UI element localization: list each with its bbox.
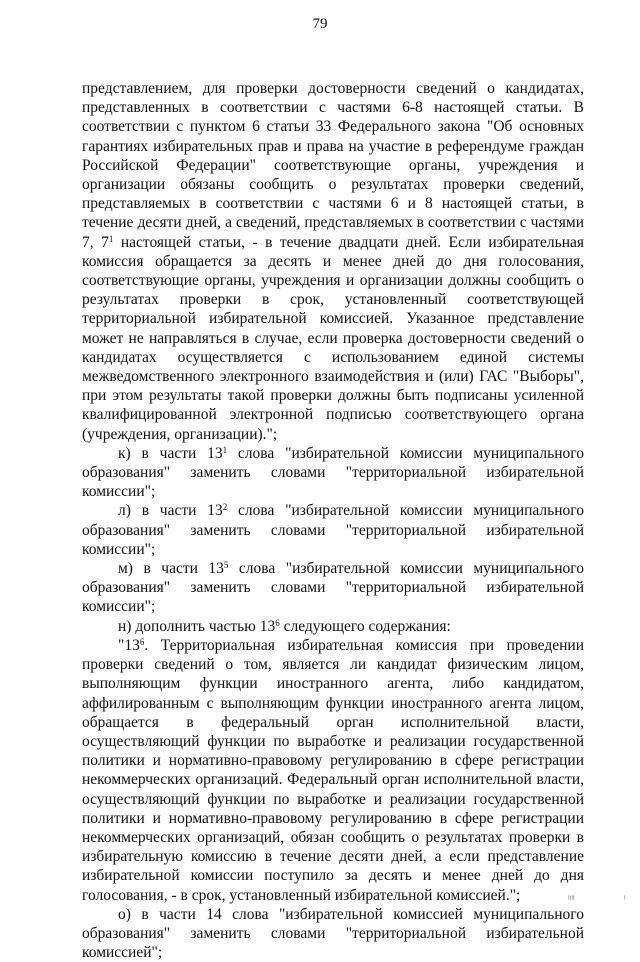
- superscript: 6: [275, 617, 280, 628]
- footer-mark-left: !!!!: [568, 896, 575, 902]
- superscript: 1: [222, 444, 228, 455]
- paragraph-text: о) в части 14 слова "избирательной комиссией муниципального образования" заменить словами "территориальной избирательной комиссией";: [82, 905, 584, 962]
- paragraph-text: л) в части 13: [118, 502, 223, 520]
- paragraph-text: слова "избирательной комиссии муниципального образования" заменить словами "территориальной избирательной комиссии";: [82, 560, 584, 616]
- paragraph-text: н) дополнить частью 13: [118, 617, 276, 635]
- paragraph-text: "13: [118, 636, 140, 654]
- superscript: 6: [139, 636, 145, 647]
- paragraph-item-n: [82, 617, 584, 636]
- paragraph-item-o: [82, 905, 584, 962]
- paragraph-continuation: [82, 79, 584, 444]
- superscript: 1: [108, 233, 114, 244]
- paragraph-text: настоящей статьи, - в течение двадцати дней. Если избирательная комиссия обращается за десять и менее дней до дня голосования, соответствующие органы, учреждения и организации должны сообщить о результатах проверки в срок, установленный соответствующей территориальной избирательной комиссией. Указанное представление может не направляться в случае, если проверка достоверности сведений о кандидатах осуществляется с использованием единой системы межведомственного электронного взаимодействия и (или) ГАС "Выборы", при этом результаты такой проверки должны быть подписаны усиленной квалифицированной электронной подписью соответствующего органа (учреждения, организации).";: [82, 233, 584, 443]
- footer-mark-right: !: [624, 896, 626, 902]
- paragraph-item-k: [82, 444, 584, 502]
- paragraph-item-m: [82, 559, 584, 617]
- paragraph-text: слова "избирательной комиссии муниципального образования" заменить словами "территориальной избирательной комиссии";: [82, 444, 584, 501]
- paragraph-text: к) в части 13: [118, 444, 223, 462]
- paragraph-text: м) в части 13: [118, 560, 224, 578]
- paragraph-text: . Территориальная избирательная комиссия при проведении проверки сведений о том, является ли кандидат физическим лицом, выполняющим функции иностранного агента, либо кандидатом, аффилированным с выполняющим функции иностранного агента лицом, обращается в федеральный орган исполнительной власти, осуществляющий функции по выработке и реализации государственной политики и нормативно-правовому регулированию в сфере регистрации некоммерческих организаций. Федеральный орган исполнительной власти, осуществляющий функции по выработке и реализации государственной политики и нормативно-правовому регулированию в сфере регистрации некоммерческих организаций, обязан сообщить о результатах проверки в избирательную комиссию в течение десяти дней, а если представление избирательной комиссии поступило за десять и менее дней до дня голосования, - в срок, установленный избирательной комиссией.";: [82, 636, 584, 904]
- page-number: 79: [312, 16, 328, 32]
- superscript: 2: [222, 502, 228, 513]
- paragraph-part-13-6: [82, 636, 584, 905]
- paragraph-item-l: [82, 501, 584, 559]
- paragraph-text: следующего содержания:: [279, 617, 451, 635]
- paragraph-text: представлением, для проверки достоверности сведений о кандидатах, представленных в соответствии с частями 6-8 настоящей статьи. В соответствии с пунктом 6 статьи 33 Федерального закона "Об основных гарантиях избирательных прав и права на участие в референдуме граждан Российской Федерации" соответствующие органы, учреждения и организации обязаны сообщить о результатах проверки сведений, представляемых в соответствии с частями 6 и 8 настоящей статьи, в течение десяти дней, а сведений, представляемых в соответствии с частями 7, 7: [82, 80, 584, 251]
- paragraph-text: слова "избирательной комиссии муниципального образования" заменить словами "территориальной избирательной комиссии";: [82, 502, 584, 558]
- superscript: 5: [223, 560, 229, 571]
- document-body: [82, 79, 584, 962]
